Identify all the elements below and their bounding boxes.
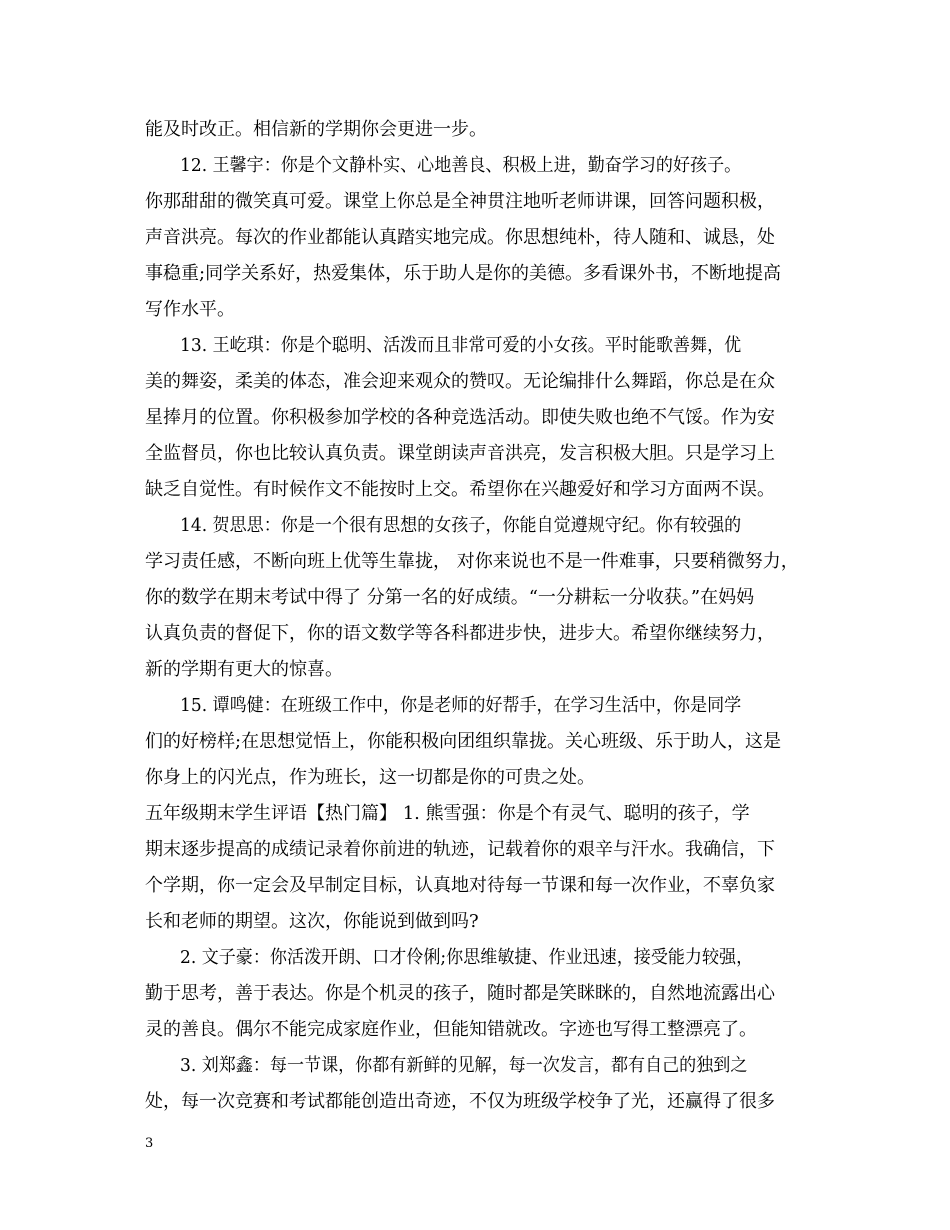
text-line: 3. 刘郑鑫：每一节课，你都有新鲜的见解，每一次发言，都有自己的独到之 bbox=[180, 1055, 748, 1076]
text-line: 勤于思考，善于表达。你是个机灵的孩子，随时都是笑眯眯的，自然地流露出心 bbox=[145, 983, 775, 1004]
text-line: 星捧月的位置。你积极参加学校的各种竞选活动。即使失败也绝不气馁。作为安 bbox=[145, 407, 775, 428]
text-line: 个学期，你一定会及早制定目标，认真地对待每一节课和每一次作业，不辜负家 bbox=[145, 875, 775, 896]
text-line: 全监督员，你也比较认真负责。课堂朗读声音洪亮，发言积极大胆。只是学习上 bbox=[145, 443, 775, 464]
text-line: 缺乏自觉性。有时候作文不能按时上交。希望你在兴趣爱好和学习方面两不误。 bbox=[145, 479, 775, 500]
text-line: 15. 谭鸣健：在班级工作中，你是老师的好帮手，在学习生活中，你是同学 bbox=[180, 695, 742, 716]
text-line: 你身上的闪光点，作为班长，这一切都是你的可贵之处。 bbox=[145, 767, 595, 788]
text-line: 2. 文子豪：你活泼开朗、口才伶俐;你思维敏捷、作业迅速，接受能力较强， bbox=[180, 947, 754, 968]
text-line: 五年级期末学生评语【热门篇】 1. 熊雪强：你是个有灵气、聪明的孩子，学 bbox=[145, 803, 750, 824]
text-line: 灵的善良。偶尔不能完成家庭作业，但能知错就改。字迹也写得工整漂亮了。 bbox=[145, 1019, 757, 1040]
text-line: 13. 王屹琪：你是个聪明、活泼而且非常可爱的小女孩。平时能歌善舞，优 bbox=[180, 335, 742, 356]
text-line: 写作水平。 bbox=[145, 299, 235, 320]
text-line: 长和老师的期望。这次，你能说到做到吗? bbox=[145, 911, 479, 932]
text-line: 能及时改正。相信新的学期你会更进一步。 bbox=[145, 119, 487, 140]
text-line: 期末逐步提高的成绩记录着你前进的轨迹，记载着你的艰辛与汗水。我确信，下 bbox=[145, 839, 775, 860]
text-line: 12. 王馨宇：你是个文静朴实、心地善良、积极上进，勤奋学习的好孩子。 bbox=[180, 155, 742, 176]
text-line: 事稳重;同学关系好，热爱集体，乐于助人是你的美德。多看课外书，不断地提高 bbox=[145, 263, 782, 284]
text-line: 美的舞姿，柔美的体态，准会迎来观众的赞叹。无论编排什么舞蹈，你总是在众 bbox=[145, 371, 775, 392]
text-line: 你那甜甜的微笑真可爱。课堂上你总是全神贯注地听老师讲课，回答问题积极， bbox=[145, 191, 775, 212]
page-number: 3 bbox=[145, 1136, 154, 1151]
text-line: 们的好榜样;在思想觉悟上，你能积极向团组织靠拢。关心班级、乐于助人，这是 bbox=[145, 731, 782, 752]
text-line: 认真负责的督促下，你的语文数学等各科都进步快，进步大。希望你继续努力， bbox=[145, 623, 775, 644]
text-line: 新的学期有更大的惊喜。 bbox=[145, 659, 343, 680]
text-line: 处，每一次竞赛和考试都能创造出奇迹，不仅为班级学校争了光，还赢得了很多 bbox=[145, 1091, 775, 1112]
text-line: 声音洪亮。每次的作业都能认真踏实地完成。你思想纯朴，待人随和、诚恳，处 bbox=[145, 227, 775, 248]
text-line: 学习责任感，不断向班上优等生靠拢， 对你来说也不是一件难事，只要稍微努力， bbox=[145, 551, 799, 572]
text-line: 14. 贺思思：你是一个很有思想的女孩子，你能自觉遵规守纪。你有较强的 bbox=[180, 515, 742, 536]
text-line: 你的数学在期末考试中得了 分第一名的好成绩。“一分耕耘一分收获。”在妈妈 bbox=[145, 587, 755, 608]
